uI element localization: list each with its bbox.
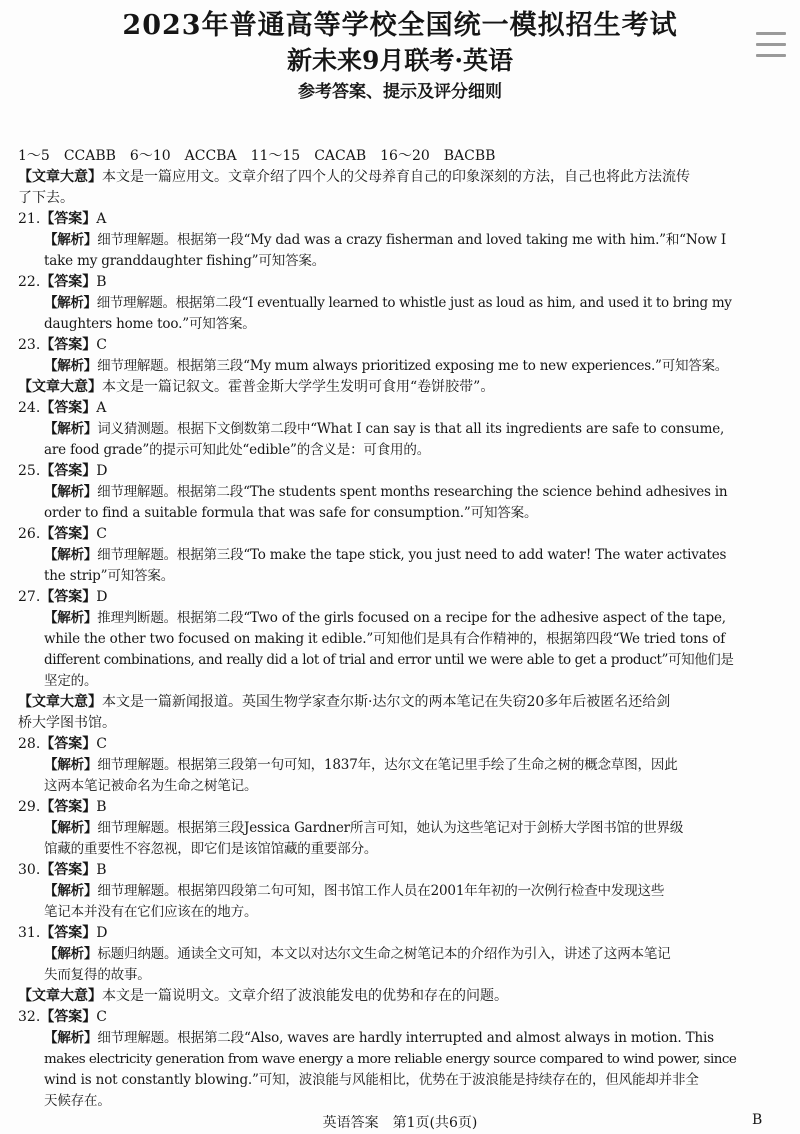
- analysis-text: [18, 251, 764, 272]
- analysis-text: [18, 881, 764, 902]
- question-number: 23.: [18, 337, 41, 353]
- answer-choice: C: [96, 1009, 107, 1025]
- analysis-line: 细节理解题。根据第三段“My mum always prioritized exposing me to new experiences.”可知答案。: [97, 358, 729, 374]
- answer-choice: A: [96, 211, 107, 227]
- analysis-line: 笔记本并没有在它们应该在的地方。: [44, 904, 258, 920]
- analysis-text: [18, 965, 764, 986]
- hamburger-menu-icon[interactable]: [756, 32, 786, 58]
- question-number: 28.: [18, 736, 41, 752]
- analysis-label: 【解析】: [44, 484, 98, 500]
- answer-choice: A: [96, 400, 107, 416]
- analysis-label: 【解析】: [44, 421, 98, 437]
- answer-row: [18, 734, 764, 755]
- summary-text: 了下去。: [18, 190, 74, 206]
- answer-label: 【答案】: [40, 1009, 97, 1025]
- analysis-line: 天候存在。: [44, 1093, 111, 1109]
- analysis-line: daughters home too.”可知答案。: [44, 316, 256, 332]
- article-summary: [18, 167, 764, 188]
- question-number: 32.: [18, 1009, 41, 1025]
- analysis-line: 词义猜测题。根据下文倒数第二段中“What I can say is that all its ingredients are safe to consume,: [97, 421, 725, 437]
- analysis-line: 细节理解题。根据第四段第二句可知，图书馆工作人员在2001年年初的一次例行检查中发现这些: [97, 883, 665, 899]
- answer-label: 【答案】: [40, 337, 97, 353]
- article-summary: [18, 188, 764, 209]
- analysis-text: [18, 902, 764, 923]
- analysis-line: 细节理解题。根据第一段“My dad was a crazy fisherman and loved taking me with him.”和“Now I: [97, 232, 727, 248]
- analysis-line: order to find a suitable formula that was safe for consumption.”可知答案。: [44, 505, 538, 521]
- answer-label: 【答案】: [40, 736, 97, 752]
- answer-row: [18, 335, 764, 356]
- analysis-line: 坚定的。: [44, 673, 98, 689]
- analysis-text: [18, 839, 764, 860]
- analysis-text: [18, 440, 764, 461]
- answer-row: [18, 461, 764, 482]
- analysis-text: [18, 629, 764, 650]
- exam-title: 2023年普通高等学校全国统一模拟招生考试: [122, 10, 678, 41]
- answer-label: 【答案】: [40, 799, 97, 815]
- analysis-text: [18, 230, 764, 251]
- summary-text: 本文是一篇新闻报道。英国生物学家查尔斯·达尔文的两本笔记在失窃20多年后被匿名还给剑: [102, 694, 671, 710]
- question-number: 29.: [18, 799, 41, 815]
- analysis-line: 推理判断题。根据第二段“Two of the girls focused on a recipe for the adhesive aspect of the tape,: [97, 610, 726, 626]
- analysis-text: [18, 566, 764, 587]
- analysis-text: [18, 608, 764, 629]
- answer-label: 【答案】: [40, 274, 97, 290]
- answer-choice: D: [96, 463, 108, 479]
- analysis-text: [18, 1091, 764, 1112]
- question-number: 25.: [18, 463, 41, 479]
- answer-label: 【答案】: [40, 862, 97, 878]
- answer-row: [18, 860, 764, 881]
- answer-row: [18, 797, 764, 818]
- analysis-text: [18, 293, 764, 314]
- document-header: [0, 8, 800, 106]
- answer-label: 【答案】: [40, 526, 97, 542]
- analysis-label: 【解析】: [44, 610, 98, 626]
- analysis-line: take my granddaughter fishing”可知答案。: [44, 253, 326, 269]
- analysis-text: [18, 818, 764, 839]
- answer-label: 【答案】: [40, 211, 97, 227]
- analysis-line: 细节理解题。根据第三段“To make the tape stick, you just need to add water! The water activates: [97, 547, 727, 563]
- answer-label: 【答案】: [40, 925, 97, 941]
- analysis-label: 【解析】: [44, 1030, 98, 1046]
- question-number: 30.: [18, 862, 41, 878]
- analysis-text: [18, 419, 764, 440]
- summary-label: 【文章大意】: [18, 988, 102, 1004]
- answer-choice: B: [96, 274, 107, 290]
- answer-choice: C: [96, 736, 107, 752]
- analysis-line: 标题归纳题。通读全文可知，本文以对达尔文生命之树笔记本的介绍作为引入，讲述了这两本笔记: [97, 946, 671, 962]
- question-number: 21.: [18, 211, 41, 227]
- answer-choice: B: [96, 862, 107, 878]
- answer-choice: D: [96, 925, 108, 941]
- summary-text: 本文是一篇应用文。文章介绍了四个人的父母养育自己的印象深刻的方法，自己也将此方法流传: [102, 169, 690, 185]
- analysis-text: [18, 1049, 764, 1070]
- analysis-line: 这两本笔记被命名为生命之树笔记。: [44, 778, 258, 794]
- answer-row: [18, 209, 764, 230]
- answer-choice: C: [96, 526, 107, 542]
- article-summary: [18, 692, 764, 713]
- analysis-text: [18, 545, 764, 566]
- article-summary: [18, 986, 764, 1007]
- analysis-label: 【解析】: [44, 883, 98, 899]
- summary-label: 【文章大意】: [18, 169, 102, 185]
- analysis-line: different combinations, and really did a lot of trial and error until we were able to get a product”可知他们是: [44, 652, 734, 668]
- paper-version: B: [752, 1112, 763, 1128]
- question-number: 26.: [18, 526, 41, 542]
- analysis-line: 细节理解题。根据第二段“The students spent months researching the science behind adhesives in: [97, 484, 728, 500]
- analysis-line: 细节理解题。根据第三段第一句可知，1837年，达尔文在笔记里手绘了生命之树的概念草图，因此: [97, 757, 678, 773]
- analysis-label: 【解析】: [44, 946, 98, 962]
- summary-text: 本文是一篇记叙文。霍普金斯大学学生发明可食用“卷饼胶带”。: [102, 379, 495, 395]
- answer-choice: C: [96, 337, 107, 353]
- analysis-text: [18, 482, 764, 503]
- analysis-line: 细节理解题。根据第二段“Also, waves are hardly interrupted and almost always in motion. This: [97, 1030, 714, 1046]
- analysis-label: 【解析】: [44, 232, 98, 248]
- answer-label: 【答案】: [40, 463, 97, 479]
- answer-row: [18, 398, 764, 419]
- analysis-line: 细节理解题。根据第三段Jessica Gardner所言可知，她认为这些笔记对于剑桥大学图书馆的世界级: [97, 820, 684, 836]
- analysis-text: [18, 671, 764, 692]
- answer-row: [18, 587, 764, 608]
- analysis-text: [18, 314, 764, 335]
- analysis-line: are food grade”的提示可知此处“edible”的含义是：可食用的。: [44, 442, 431, 458]
- answer-choice: D: [96, 589, 108, 605]
- article-summary: [18, 377, 764, 398]
- page-footer: 英语答案 第1页(共6页): [322, 1115, 478, 1131]
- analysis-text: [18, 503, 764, 524]
- answer-label: 【答案】: [40, 589, 97, 605]
- analysis-line: 细节理解题。根据第二段“I eventually learned to whistle just as loud as him, and used it to bring my: [96, 295, 732, 311]
- analysis-text: [18, 356, 764, 377]
- analysis-line: wind is not constantly blowing.”可知，波浪能与风能相比，优势在于波浪能是持续存在的，但风能却并非全: [44, 1072, 699, 1088]
- analysis-line: 馆藏的重要性不容忽视，即它们是该馆馆藏的重要部分。: [44, 841, 378, 857]
- question-number: 24.: [18, 400, 41, 416]
- document-heading: 参考答案、提示及评分细则: [298, 82, 502, 102]
- answer-row: [18, 923, 764, 944]
- analysis-label: 【解析】: [44, 820, 98, 836]
- answer-choice: B: [96, 799, 107, 815]
- document-body: [18, 146, 764, 1112]
- analysis-text: [18, 755, 764, 776]
- question-number: 27.: [18, 589, 41, 605]
- article-summary: [18, 713, 764, 734]
- answer-row: [18, 272, 764, 293]
- analysis-label: 【解析】: [44, 358, 98, 374]
- analysis-text: [18, 776, 764, 797]
- analysis-text: [18, 1028, 764, 1049]
- analysis-line: 失而复得的故事。: [44, 967, 151, 983]
- analysis-label: 【解析】: [44, 295, 97, 311]
- question-number: 22.: [18, 274, 41, 290]
- summary-text: 桥大学图书馆。: [18, 715, 116, 731]
- analysis-line: while the other two focused on making it edible.”可知他们是具有合作精神的，根据第四段“We tried tons of: [44, 631, 726, 647]
- question-number: 31.: [18, 925, 41, 941]
- answer-label: 【答案】: [40, 400, 97, 416]
- analysis-line: makes electricity generation from wave energy a more reliable energy source compared to wind power, since: [44, 1052, 737, 1067]
- analysis-label: 【解析】: [44, 757, 98, 773]
- analysis-label: 【解析】: [44, 547, 98, 563]
- analysis-text: [18, 944, 764, 965]
- analysis-text: [18, 1070, 764, 1091]
- analysis-text: [18, 650, 764, 671]
- summary-label: 【文章大意】: [18, 379, 102, 395]
- summary-label: 【文章大意】: [18, 694, 102, 710]
- analysis-line: the strip”可知答案。: [44, 568, 175, 584]
- summary-text: 本文是一篇说明文。文章介绍了波浪能发电的优势和存在的问题。: [102, 988, 508, 1004]
- answer-row: [18, 524, 764, 545]
- answer-key: 1～5 CCABB 6～10 ACCBA 11～15 CACAB 16～20 BACBB: [18, 148, 496, 164]
- answer-row: [18, 1007, 764, 1028]
- exam-subtitle: 新未来9月联考·英语: [286, 46, 514, 75]
